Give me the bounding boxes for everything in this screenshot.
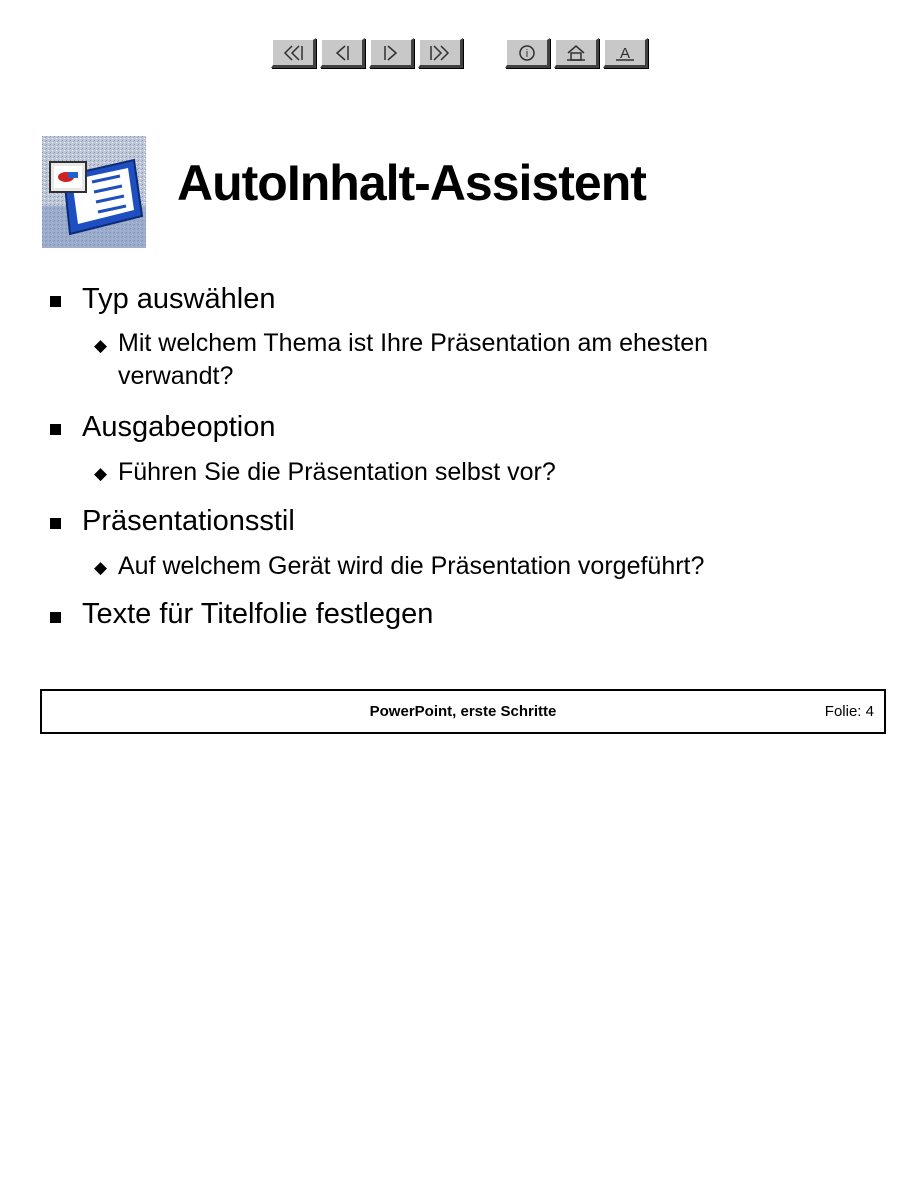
list-item: Texte für Titelfolie festlegen <box>82 598 434 630</box>
last-slide-icon <box>427 44 453 62</box>
next-slide-icon <box>378 44 404 62</box>
first-slide-icon <box>280 44 306 62</box>
sub-list-item: Mit welchem Thema ist Ihre Präsentation am ehesten verwandt? <box>118 329 709 390</box>
sub-list-item: Auf welchem Gerät wird die Präsentation vorgeführt? <box>118 552 705 580</box>
first-slide-button[interactable] <box>271 38 316 68</box>
info-icon-label: i <box>525 47 529 60</box>
footer-title: PowerPoint, erste Schritte <box>369 703 557 720</box>
text-view-icon <box>612 43 638 63</box>
text-view-icon-label: A <box>619 44 631 62</box>
bullet-marker <box>50 424 61 435</box>
next-slide-button[interactable] <box>369 38 414 68</box>
list-item: Präsentationsstil <box>82 505 295 537</box>
slide-number: Folie: 4 <box>824 703 874 720</box>
list-item: Typ auswählen <box>82 283 276 315</box>
autocontent-wizard-logo-icon <box>42 136 146 248</box>
info-button[interactable] <box>505 38 550 68</box>
bullet-marker <box>50 296 61 307</box>
text-view-button[interactable] <box>603 38 648 68</box>
bullet-marker <box>50 518 61 529</box>
previous-slide-icon <box>329 44 355 62</box>
previous-slide-button[interactable] <box>320 38 365 68</box>
home-button[interactable] <box>554 38 599 68</box>
info-icon <box>514 43 540 63</box>
sub-bullet-marker: ◆ <box>94 558 108 577</box>
home-icon <box>563 43 589 63</box>
list-item: Ausgabeoption <box>82 411 276 443</box>
slide-title: AutoInhalt-Assistent <box>177 155 646 211</box>
sub-list-item: Führen Sie die Präsentation selbst vor? <box>118 458 556 486</box>
bullet-marker <box>50 612 61 623</box>
last-slide-button[interactable] <box>418 38 463 68</box>
sub-bullet-marker: ◆ <box>94 336 108 355</box>
sub-bullet-marker: ◆ <box>94 464 108 483</box>
slide-footer <box>40 689 886 734</box>
